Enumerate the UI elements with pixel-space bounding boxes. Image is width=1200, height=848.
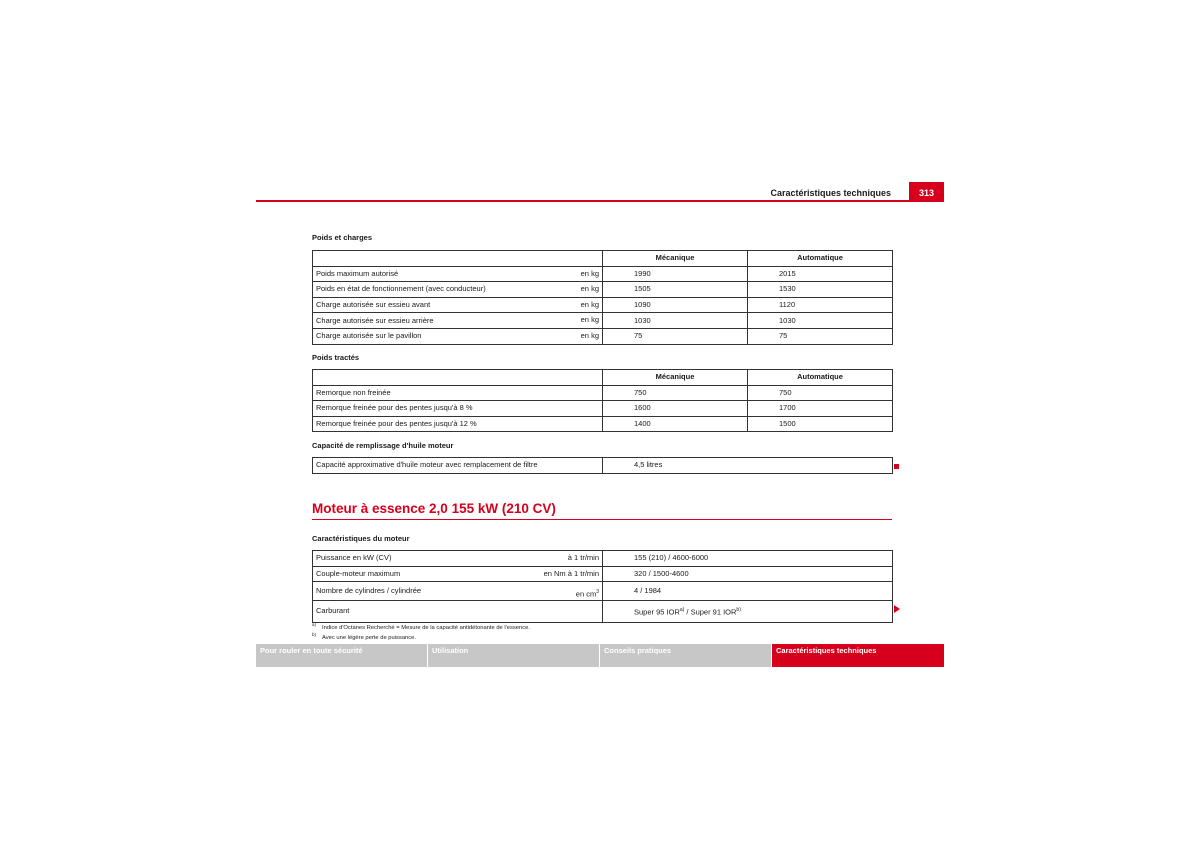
row-label: Couple-moteur maximum (316, 568, 401, 578)
row-label: Remorque freinée pour des pentes jusqu'à 8 % (313, 401, 603, 417)
fuel-a: Super 95 IOR (634, 607, 680, 617)
row-label: Capacité approximative d'huile moteur avec remplacement de filtre (313, 458, 603, 474)
table-huile (312, 457, 893, 474)
table-row (313, 401, 893, 417)
header-blank-cell (313, 251, 603, 267)
header-rule (256, 200, 944, 202)
column-header-mecanique: Mécanique (603, 370, 748, 386)
footnote-ref-a: a) (679, 607, 685, 614)
value-mecanique: 1090 (603, 297, 748, 313)
table-row (313, 601, 893, 623)
value-automatique: 75 (748, 328, 893, 344)
nav-tab-utilisation[interactable]: Utilisation (428, 644, 599, 667)
fuel-b: / Super 91 IOR (684, 607, 737, 617)
value-automatique: 1500 (748, 416, 893, 432)
footnote-b (312, 632, 416, 641)
row-label: Puissance en kW (CV) (316, 553, 392, 563)
row-label: Remorque freinée pour des pentes jusqu'à 12 % (313, 416, 603, 432)
section-end-marker (894, 464, 899, 469)
section-heading-moteur: Caractéristiques du moteur (312, 534, 410, 543)
row-unit: à 1 tr/min (567, 553, 599, 562)
table-row (313, 582, 893, 601)
section-heading-poids-charges: Poids et charges (312, 233, 373, 242)
footnote-mark: b) (312, 632, 317, 637)
column-header-automatique: Automatique (748, 251, 893, 267)
title-rule (312, 519, 892, 520)
row-label: Charge autorisée sur le pavillon (316, 331, 422, 341)
value-carburant (603, 601, 893, 623)
row-label: Poids maximum autorisé (316, 268, 399, 278)
value-automatique: 1700 (748, 401, 893, 417)
value-moteur: 320 / 1500-4600 (603, 566, 893, 582)
table-row (313, 313, 893, 329)
table-row (313, 297, 893, 313)
table-row (313, 385, 893, 401)
unit-superscript: 3 (596, 589, 599, 596)
value-moteur: 155 (210) / 4600-6000 (603, 551, 893, 567)
table-row (313, 266, 893, 282)
unit-text: en cm (575, 589, 597, 599)
value-automatique: 1530 (748, 282, 893, 298)
column-header-mecanique: Mécanique (603, 251, 748, 267)
table-poids-tractes (312, 369, 893, 432)
row-label: Remorque non freinée (313, 385, 603, 401)
value-automatique: 2015 (748, 266, 893, 282)
value-automatique: 1120 (748, 297, 893, 313)
table-moteur (312, 550, 893, 623)
table-row (313, 416, 893, 432)
value-huile: 4,5 litres (603, 458, 893, 474)
footnote-a (312, 622, 530, 631)
page-number: 313 (909, 182, 944, 201)
value-automatique: 1030 (748, 313, 893, 329)
nav-tab-conseils[interactable]: Conseils pratiques (600, 644, 771, 667)
column-header-automatique: Automatique (748, 370, 893, 386)
table-row (313, 566, 893, 582)
value-mecanique: 1600 (603, 401, 748, 417)
value-mecanique: 1030 (603, 313, 748, 329)
section-heading-poids-tractes: Poids tractés (312, 353, 360, 362)
row-label: Carburant (313, 601, 603, 623)
footnote-ref-b: b) (736, 607, 741, 614)
row-label: Nombre de cylindres / cylindrée (316, 586, 422, 596)
row-label: Charge autorisée sur essieu avant (316, 300, 431, 310)
table-header-row (313, 251, 893, 267)
table-header-row (313, 370, 893, 386)
row-unit: en kg (580, 284, 599, 294)
footnote-text: Avec une légère perte de puissance. (322, 634, 417, 641)
value-mecanique: 1990 (603, 266, 748, 282)
running-header-title: Caractéristiques techniques (770, 188, 891, 198)
value-mecanique: 1400 (603, 416, 748, 432)
page-title: Moteur à essence 2,0 155 kW (210 CV) (312, 501, 556, 516)
row-unit: en kg (580, 299, 599, 309)
table-poids-charges (312, 250, 893, 345)
table-row (313, 282, 893, 298)
value-automatique: 750 (748, 385, 893, 401)
value-moteur: 4 / 1984 (603, 582, 893, 601)
nav-tab-securite[interactable]: Pour rouler en toute sécurité (256, 644, 427, 667)
row-unit: en kg (580, 315, 599, 325)
row-label: Poids en état de fonctionnement (avec conducteur) (316, 284, 486, 294)
table-row (313, 551, 893, 567)
value-mecanique: 750 (603, 385, 748, 401)
row-label: Charge autorisée sur essieu arrière (316, 315, 434, 325)
table-row (313, 328, 893, 344)
continue-arrow-icon (894, 605, 900, 613)
value-mecanique: 1505 (603, 282, 748, 298)
header-blank-cell (313, 370, 603, 386)
section-heading-huile: Capacité de remplissage d'huile moteur (312, 441, 454, 450)
table-row (313, 458, 893, 474)
row-unit: en kg (580, 268, 599, 278)
nav-tab-caracteristiques[interactable]: Caractéristiques techniques (772, 644, 944, 667)
row-unit: en kg (580, 330, 599, 340)
footnote-mark: a) (312, 622, 317, 627)
row-unit (576, 582, 599, 601)
value-mecanique: 75 (603, 328, 748, 344)
row-unit: en Nm à 1 tr/min (543, 568, 599, 578)
footnote-text: Indice d'Octanes Recherché = Mesure de la capacité antidétonante de l'essence. (322, 624, 530, 631)
